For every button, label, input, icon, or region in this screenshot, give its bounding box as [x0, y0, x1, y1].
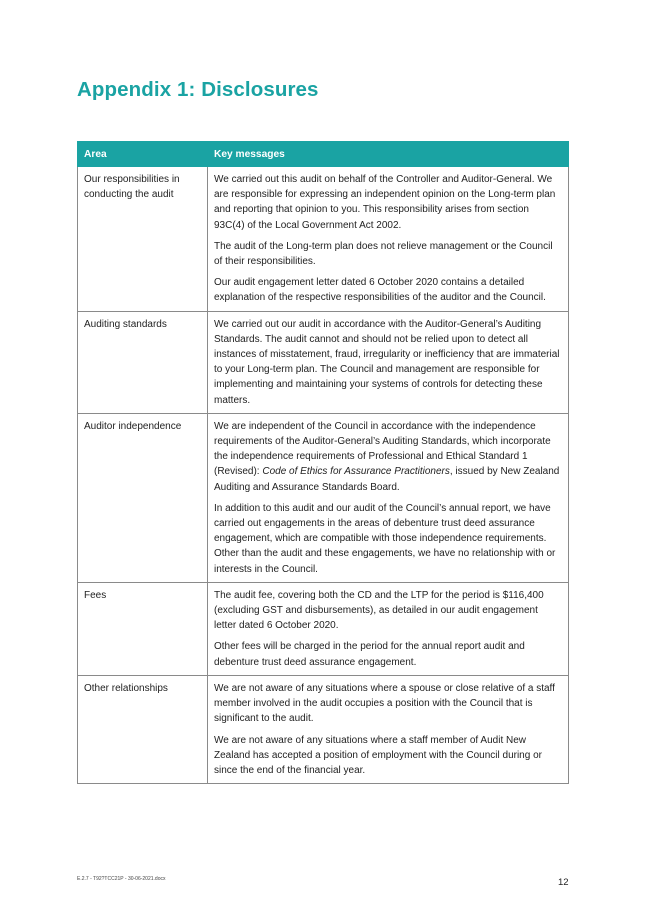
- row-area-label: Fees: [78, 582, 208, 675]
- disclosures-table: [77, 141, 569, 784]
- row-area-label: Other relationships: [78, 675, 208, 783]
- message-paragraph: Other fees will be charged in the period for the annual report audit and debenture trust deed assurance engagement.: [214, 641, 525, 668]
- row-key-messages: [208, 582, 569, 675]
- table-row: [78, 167, 569, 312]
- message-paragraph: We are not aware of any situations where a staff member of Audit New Zealand has accepted a position of employment with the Council during or since the end of the financial year.: [214, 734, 542, 776]
- message-paragraph: In addition to this audit and our audit of the Council’s annual report, we have carried out engagements in the areas of debenture trust deed assurance engagement, which are compatible with those independence requirements. Other than the audit and these engagements, we have no relationship with or interests in the Council.: [214, 502, 556, 575]
- page-title: Appendix 1: Disclosures: [77, 78, 319, 101]
- message-paragraph: The audit of the Long-term plan does not relieve management or the Council of their responsibilities.: [214, 240, 553, 268]
- independence-lead-text: We are independent of the Council in accordance with the independence requirements of the Auditor-General’s Auditing Standards, which incorporate the independence requirements of Professional and Ethical Standard 1 (Revised):: [214, 420, 551, 478]
- table-row: [78, 413, 569, 582]
- footer-document-reference: E.2.7 - T92?TCC21P - 30-06-2021.docx: [77, 876, 166, 882]
- message-paragraph: [214, 419, 562, 495]
- message-paragraph: Our audit engagement letter dated 6 October 2020 contains a detailed explanation of the respective responsibilities of the auditor and the Council.: [214, 277, 546, 304]
- message-paragraph: The audit fee, covering both the CD and the LTP for the period is $116,400 (excluding GST and disbursements), as detailed in our audit engagement letter dated 6 October 2020.: [214, 589, 544, 632]
- column-header-key-messages: Key messages: [208, 142, 569, 167]
- row-area-label: Our responsibilities in conducting the audit: [78, 167, 208, 312]
- message-paragraph: We carried out our audit in accordance with the Auditor-General’s Auditing Standards. The audit cannot and should not be relied upon to detect all instances of misstatement, fraud, irregularity or inefficiency that are immaterial to your Long-term plan. The Council and management are responsible for implementing and maintaining your systems of controls for detecting these matters.: [214, 318, 560, 406]
- row-area-label: Auditor independence: [78, 413, 208, 582]
- table-header-row: [78, 142, 569, 167]
- row-key-messages: [208, 311, 569, 413]
- independence-tail-text: , issued by New Zealand Auditing and Assurance Standards Board.: [214, 466, 560, 493]
- table-row: [78, 311, 569, 413]
- row-key-messages: [208, 675, 569, 783]
- table-row: [78, 582, 569, 675]
- message-paragraph: We carried out this audit on behalf of the Controller and Auditor-General. We are responsible for expressing an independent opinion on the Long-term plan and reporting that opinion to you. This responsibility arises from section 93C(4) of the Local Government Act 2002.: [214, 174, 556, 231]
- row-key-messages: [208, 167, 569, 312]
- page-number: 12: [558, 877, 569, 888]
- column-header-area: Area: [78, 142, 208, 167]
- message-paragraph: We are not aware of any situations where a spouse or close relative of a staff member involved in the audit occupies a position with the Council that is significant to the audit.: [214, 682, 555, 725]
- code-of-ethics-title: Code of Ethics for Assurance Practitioners: [262, 466, 450, 478]
- row-area-label: Auditing standards: [78, 311, 208, 413]
- table-row: [78, 675, 569, 783]
- row-key-messages: [208, 413, 569, 582]
